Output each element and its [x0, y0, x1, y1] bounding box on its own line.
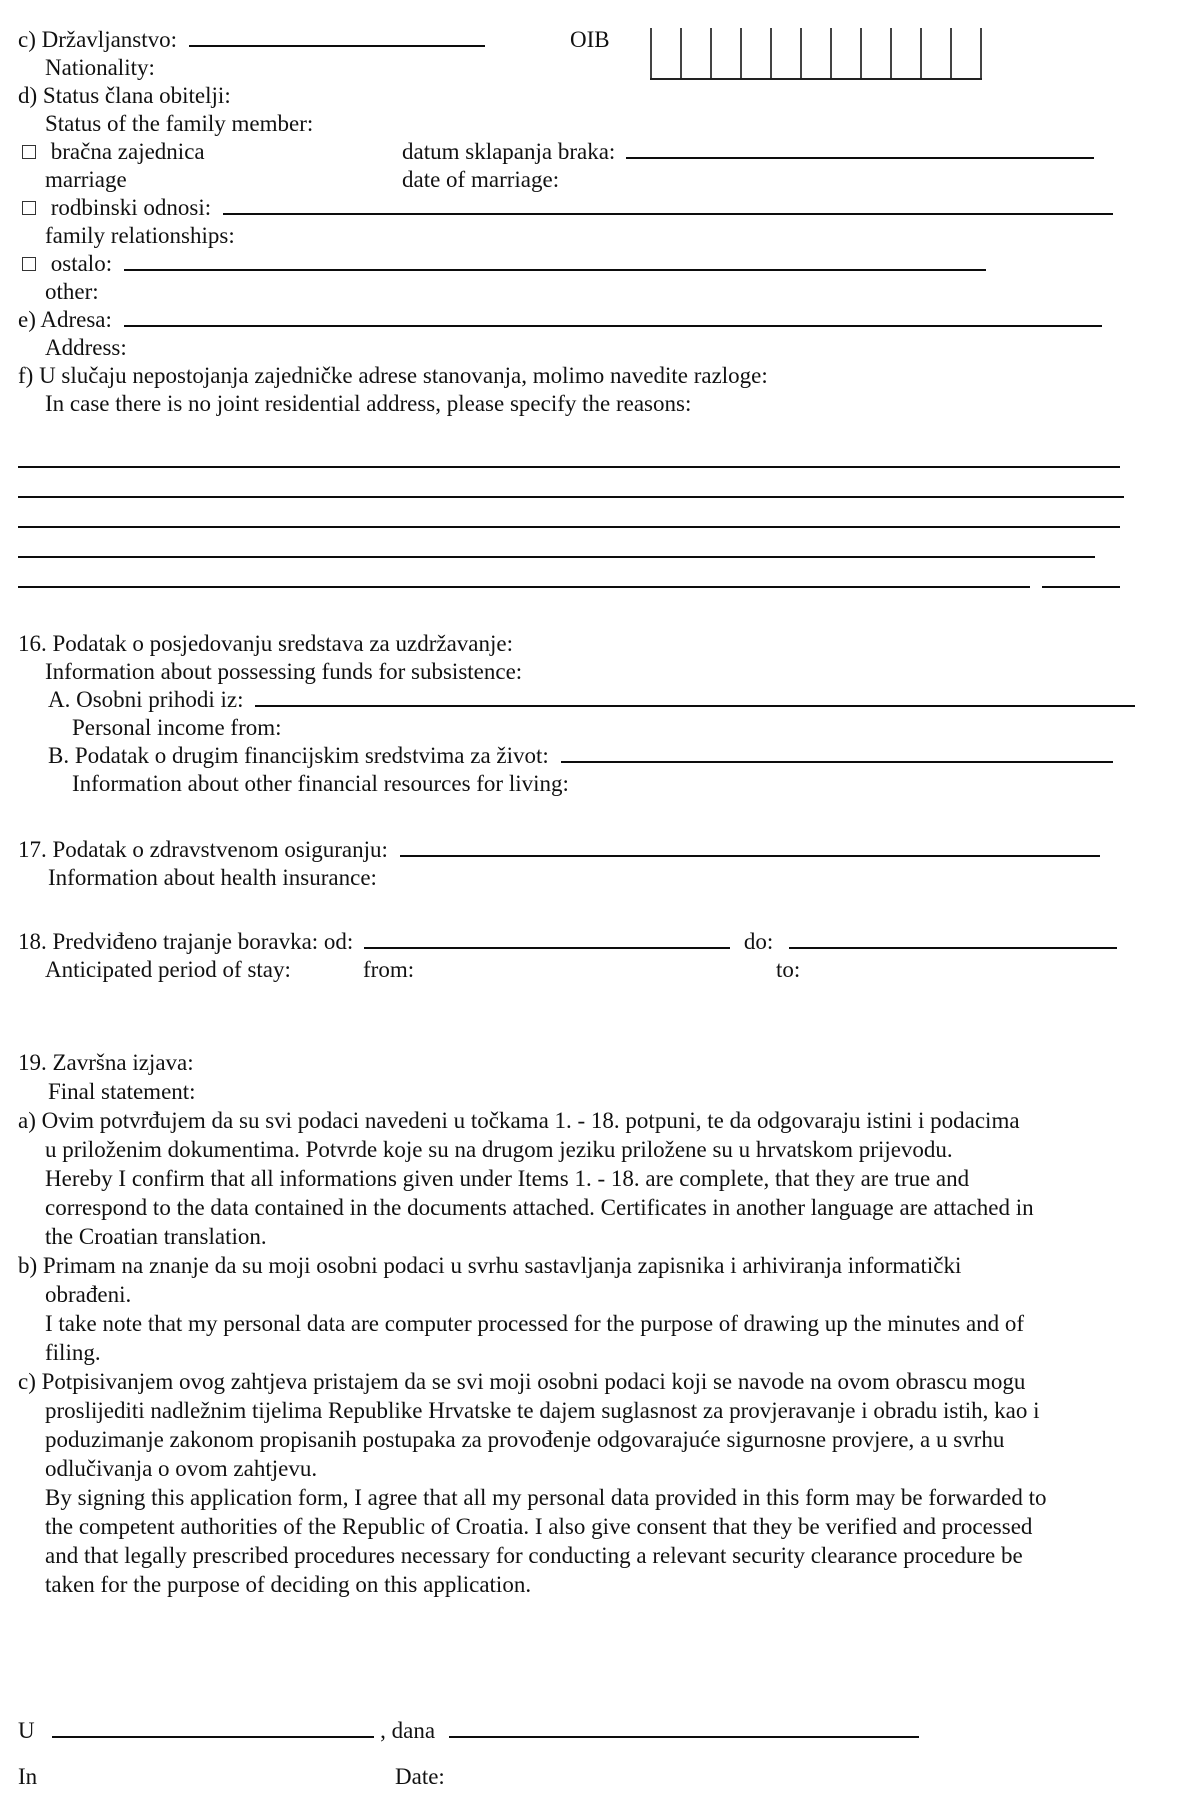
- statement-c-text: odlučivanja o ovom zahtjevu.: [45, 1456, 318, 1481]
- row-16b-hr: [18, 742, 1140, 770]
- status-label-en: Status of the family member:: [45, 111, 314, 136]
- item17-title-hr: 17. Podatak o zdravstvenom osiguranju:: [18, 837, 388, 862]
- marriage-date-label-en: date of marriage:: [402, 167, 560, 192]
- item19-title-hr: 19. Završna izjava:: [18, 1050, 194, 1075]
- statement-a-text: a) Ovim potvrđujem da su svi podaci navedeni u točkama 1. - 18. potpuni, te da odgovaraju istini i podacima: [18, 1108, 1020, 1133]
- address-blank-line[interactable]: [124, 308, 1102, 327]
- nationality-label-hr: c) Državljanstvo:: [18, 27, 178, 52]
- row-reasons-hr: [18, 362, 1140, 390]
- row-address: [18, 306, 1140, 334]
- item17-title-en: Information about health insurance:: [48, 865, 377, 890]
- item16b-label-en: Information about other financial resources for living:: [72, 771, 569, 796]
- address-label-en: Address:: [45, 335, 127, 360]
- item18-title-hr: 18. Predviđeno trajanje boravka: od:: [18, 929, 354, 954]
- statement-c-text: c) Potpisivanjem ovog zahtjeva pristajem da se svi moji osobni podaci koji se navode na ovom obrascu mogu: [18, 1369, 1026, 1394]
- item16b-label-hr: B. Podatak o drugim financijskim sredstvima za život:: [48, 743, 549, 768]
- address-label-hr: e) Adresa:: [18, 307, 112, 332]
- statement-b-line: [18, 1309, 1140, 1338]
- statement-c-line: [18, 1454, 1140, 1483]
- footer-dana-label: , dana: [380, 1718, 436, 1743]
- footer-in-label: In: [18, 1764, 38, 1789]
- reasons-label-en: In case there is no joint residential address, please specify the reasons:: [45, 391, 692, 416]
- statement-a-text: correspond to the data contained in the documents attached. Certificates in another language are attached in: [45, 1195, 1034, 1220]
- marriage-date-blank-line[interactable]: [626, 140, 1094, 159]
- statement-a-text: the Croatian translation.: [45, 1224, 267, 1249]
- item18-to-blank-line[interactable]: [789, 930, 1117, 949]
- row-19-hr: [18, 1048, 1140, 1077]
- section-17: [18, 836, 1140, 892]
- reasons-blank-line-3[interactable]: [18, 500, 1140, 530]
- item18-from-label: from:: [363, 957, 415, 982]
- row-nationality: [18, 26, 1140, 54]
- row-18-hr: [18, 928, 1140, 956]
- status-label-hr: d) Status člana obitelji:: [18, 83, 231, 108]
- statement-c-text: poduzimanje zakonom propisanih postupaka za provođenje odgovarajuće sigurnosne provjere, a u svrhu: [45, 1427, 1005, 1452]
- nationality-blank-line[interactable]: [189, 28, 485, 47]
- item18-do-label: do:: [743, 929, 774, 954]
- row-16-hr: [18, 630, 1140, 658]
- footer-u-label: U: [18, 1718, 35, 1743]
- row-marriage: [18, 138, 1140, 166]
- row-address-en: [18, 334, 1140, 362]
- family-rel-label-hr: rodbinski odnosi:: [50, 195, 212, 220]
- checkbox-family-relationships[interactable]: [22, 201, 36, 215]
- statement-c-line: [18, 1396, 1140, 1425]
- row-17-hr: [18, 836, 1140, 864]
- item18-to-label: to:: [776, 957, 801, 982]
- family-rel-blank-line[interactable]: [223, 196, 1113, 215]
- statement-c-line: [18, 1483, 1140, 1512]
- date-blank-line[interactable]: [449, 1719, 919, 1738]
- statement-a-line: [18, 1164, 1140, 1193]
- row-16-en: [18, 658, 1140, 686]
- other-label-hr: ostalo:: [50, 251, 113, 276]
- section-19: [18, 1048, 1140, 1599]
- row-place-date-en: [18, 1763, 1140, 1791]
- nationality-label-en: Nationality:: [45, 55, 155, 80]
- row-reasons-en: [18, 390, 1140, 418]
- statement-c-line: [18, 1425, 1140, 1454]
- section-18: [18, 928, 1140, 984]
- section-16: [18, 630, 1140, 798]
- place-blank-line[interactable]: [52, 1719, 374, 1738]
- statement-a-line: [18, 1193, 1140, 1222]
- marriage-label-hr: bračna zajednica: [50, 139, 205, 164]
- statement-b-text: filing.: [45, 1340, 101, 1365]
- other-label-en: other:: [45, 279, 99, 304]
- row-17-en: [18, 864, 1140, 892]
- statement-c-text: By signing this application form, I agree that all my personal data provided in this form may be forwarded to: [45, 1485, 1047, 1510]
- row-18-en: [18, 956, 1140, 984]
- row-family-rel-en: [18, 222, 1140, 250]
- row-16a-en: [18, 714, 1140, 742]
- item16a-label-hr: A. Osobni prihodi iz:: [48, 687, 244, 712]
- oib-label: OIB: [570, 27, 610, 52]
- checkbox-other[interactable]: [22, 257, 36, 271]
- item16a-label-en: Personal income from:: [72, 715, 282, 740]
- row-status-hr: [18, 82, 1140, 110]
- family-rel-label-en: family relationships:: [45, 223, 235, 248]
- statement-a-line: [18, 1135, 1140, 1164]
- reasons-blank-line-1[interactable]: [18, 440, 1140, 470]
- statement-a-text: Hereby I confirm that all informations given under Items 1. - 18. are complete, that they are true and: [45, 1166, 970, 1191]
- row-family-rel: [18, 194, 1140, 222]
- row-nationality-en: [18, 54, 1140, 82]
- statement-b-line: [18, 1251, 1140, 1280]
- reasons-blank-line-2[interactable]: [18, 470, 1140, 500]
- row-status-en: [18, 110, 1140, 138]
- row-other-en: [18, 278, 1140, 306]
- statement-a-text: u priloženim dokumentima. Potvrde koje su na drugom jeziku priložene su u hrvatskom prijevodu.: [45, 1137, 953, 1162]
- row-other: [18, 250, 1140, 278]
- statement-a-line: [18, 1222, 1140, 1251]
- statement-b-line: [18, 1280, 1140, 1309]
- statement-c-text: proslijediti nadležnim tijelima Republike Hrvatske te dajem suglasnost za provjeravanje i obradu istih, kao i: [45, 1398, 1040, 1423]
- statement-c-line: [18, 1512, 1140, 1541]
- checkbox-marriage[interactable]: [22, 145, 36, 159]
- reasons-blank-line-5[interactable]: [18, 560, 1140, 590]
- statement-c-text: and that legally prescribed procedures necessary for conducting a relevant security clearance procedure be: [45, 1543, 1023, 1568]
- item19-title-en: Final statement:: [48, 1079, 196, 1104]
- row-marriage-en: [18, 166, 1140, 194]
- footer-date-label: Date:: [395, 1764, 445, 1789]
- item16-title-hr: 16. Podatak o posjedovanju sredstava za uzdržavanje:: [18, 631, 513, 656]
- statement-b-text: b) Primam na znanje da su moji osobni podaci u svrhu sastavljanja zapisnika i arhiviranja informatički: [18, 1253, 962, 1278]
- statement-b-line: [18, 1338, 1140, 1367]
- statement-c-line: [18, 1367, 1140, 1396]
- statement-b-text: I take note that my personal data are computer processed for the purpose of drawing up the minutes and of: [45, 1311, 1025, 1336]
- item18-from-blank-line[interactable]: [364, 930, 730, 949]
- reasons-write-in-area: [18, 440, 1140, 590]
- row-16b-en: [18, 770, 1140, 798]
- marriage-label-en: marriage: [45, 167, 127, 192]
- statement-b-text: obrađeni.: [45, 1282, 132, 1307]
- other-blank-line[interactable]: [124, 252, 986, 271]
- statement-c-line: [18, 1570, 1140, 1599]
- item16a-blank-line[interactable]: [255, 688, 1135, 707]
- statement-c-line: [18, 1541, 1140, 1570]
- statement-c-text: taken for the purpose of deciding on this application.: [45, 1572, 532, 1597]
- footer-place-date: [18, 1717, 1140, 1791]
- statement-c-text: the competent authorities of the Republic of Croatia. I also give consent that they be verified and processed: [45, 1514, 1033, 1539]
- item18-title-en: Anticipated period of stay:: [45, 957, 291, 982]
- item16b-blank-line[interactable]: [561, 744, 1113, 763]
- marriage-date-group: [402, 138, 1094, 166]
- statement-a-line: [18, 1106, 1140, 1135]
- reasons-label-hr: f) U slučaju nepostojanja zajedničke adrese stanovanja, molimo navedite razloge:: [18, 363, 768, 388]
- marriage-date-label-hr: datum sklapanja braka:: [402, 139, 616, 164]
- item17-blank-line[interactable]: [400, 838, 1100, 857]
- item16-title-en: Information about possessing funds for subsistence:: [45, 659, 523, 684]
- reasons-blank-line-4[interactable]: [18, 530, 1140, 560]
- row-19-en: [18, 1077, 1140, 1106]
- row-place-date: [18, 1717, 1140, 1745]
- row-16a-hr: [18, 686, 1140, 714]
